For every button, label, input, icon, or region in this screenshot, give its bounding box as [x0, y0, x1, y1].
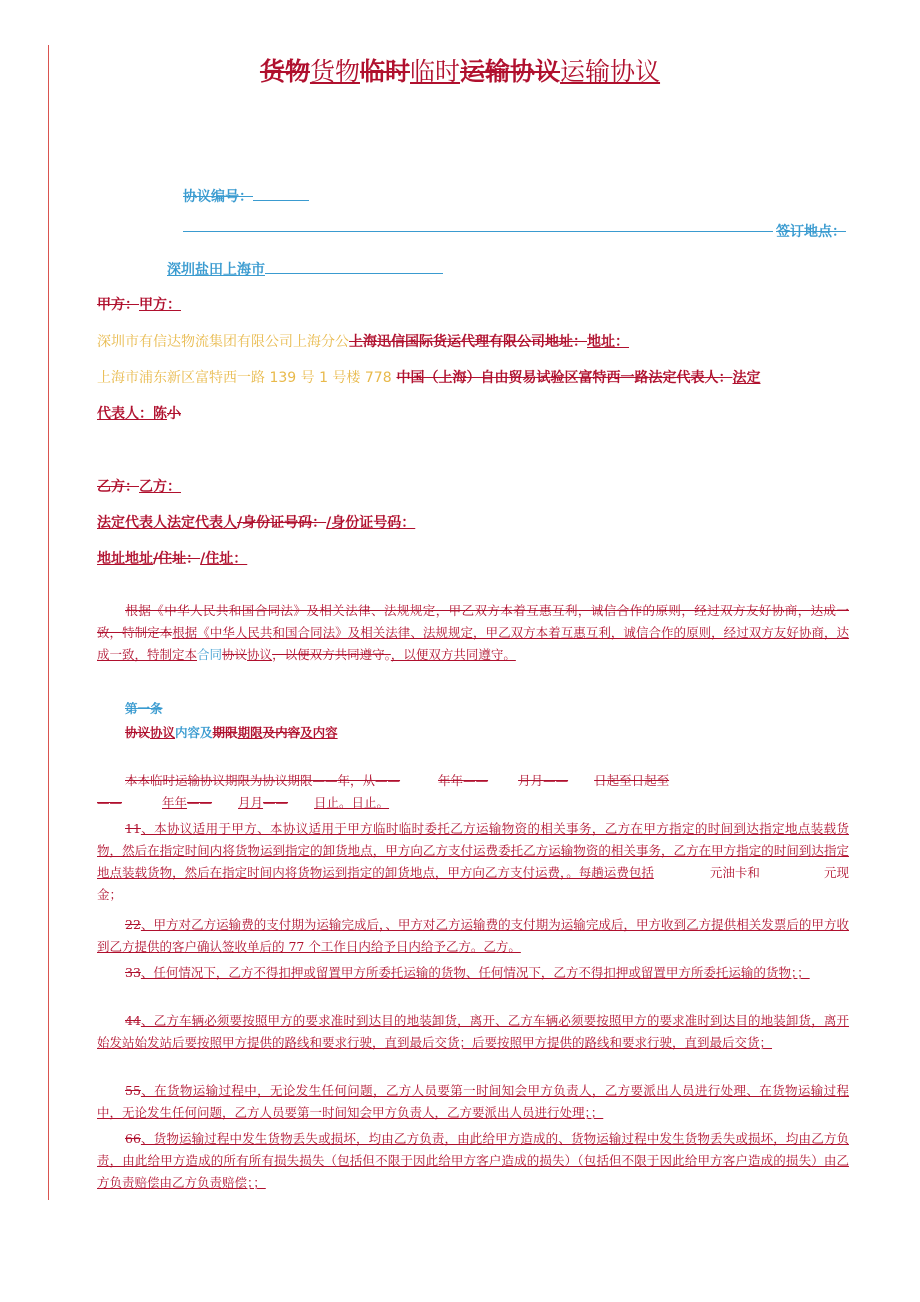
party-a-addr-del: 上海市浦东新区富特西一路 139 号 1 号楼 778: [97, 370, 392, 386]
clause-2-text: 、甲方对乙方运输费的支付期为运输完成后，、甲方对乙方运输费的支付期为运输完成后，甲方收到乙方提供相关发票后的甲方收到乙方提供的客户确认签收单后的 77 个工作日内给予日内给予乙方。乙方。: [97, 917, 849, 954]
article-1-heading: [125, 723, 338, 741]
clause-2: [97, 914, 849, 958]
term-gap-6: [288, 792, 314, 814]
sign-place-rule: [183, 231, 773, 232]
clause-4: [97, 1010, 849, 1054]
party-b-live-del: /住址：: [153, 551, 201, 567]
term-gap-3: [568, 770, 594, 792]
term-blank-7: ——: [263, 795, 289, 810]
clause-1-tail-1: 元油卡和: [709, 865, 760, 880]
term-day: 日起至日起至: [594, 773, 670, 788]
party-a-rep-name-del: 小: [167, 406, 181, 422]
party-a-addr-label-del: 地址：: [545, 334, 587, 350]
article-1-h-del-3: 及内容: [262, 725, 301, 740]
party-a-addr-row: [97, 367, 760, 387]
clause-6-text: 、货物运输过程中发生货物丢失或损坏，均由乙方负责，由此给甲方造成的、货物运输过程中发生货物丢失或损坏，均由乙方负责，由此给甲方造成的所有所有损失损失（包括但不限于因此给甲方客户造成的损失）（包括但不限于因此给甲方客户造成的损失）由乙方负责赔偿由乙方负责赔偿；；: [97, 1131, 849, 1190]
preamble-ins-3: ，以便双方共同遵守。: [390, 647, 516, 662]
party-b-label-row: [97, 476, 181, 496]
term-month: 月月: [518, 773, 544, 788]
preamble-blue-1: 合同: [197, 647, 223, 662]
party-a-addr-ins: 中国（上海）自由贸易试验区富特西一路: [396, 370, 649, 386]
term-month-2: 月月: [238, 795, 264, 810]
clause-1: [97, 818, 849, 906]
term-gap-1: [400, 770, 438, 792]
clause-5-text: 、在货物运输过程中，无论发生任何问题，乙方人员要第一时间知会甲方负责人，乙方要派出人员进行处理、在货物运输过程中，无论发生任何问题，乙方人员要第一时间知会甲方负责人，乙方要派出人员进行处理；；: [97, 1083, 849, 1120]
party-a-rep-name: 陈: [153, 406, 167, 422]
title-ins-1: 货物: [309, 57, 360, 86]
clause-3-num: 33: [125, 965, 141, 980]
preamble-del-1: 根据《中华人民共和国合同法》及相关法律、法规规定，甲乙双方本着互惠互利，诚信合作的原则，经过双方友好协商，达成一致，特制定本: [97, 603, 849, 640]
article-1-label-text: 第一条: [125, 701, 163, 716]
preamble-paragraph: [97, 600, 849, 666]
party-a-rep-row: [97, 403, 181, 423]
party-b-id-del: /身份证号码：: [237, 515, 327, 531]
term-blank-4: ——: [543, 773, 569, 788]
term-year-1: 年，从: [337, 773, 376, 788]
term-blank-1: ——: [312, 773, 338, 788]
term-gap-5: [212, 792, 238, 814]
agreement-no-label: 协议编号：: [183, 189, 253, 205]
party-b-addr-del: 地址: [97, 551, 125, 567]
party-a-company-row: [97, 331, 629, 351]
term-year-3: 年年: [162, 795, 188, 810]
clause-3: [97, 962, 849, 984]
title-ins-2: 临时: [410, 57, 461, 86]
party-a-label-del: 甲方：: [97, 297, 139, 313]
preamble-del-3: ，以便双方共同遵守。: [272, 647, 391, 662]
revision-margin-bar: [48, 45, 49, 1200]
sign-place-del: 深圳盐田: [167, 262, 223, 278]
party-b-id-ins: /身份证号码：: [326, 515, 416, 531]
party-a-rep-label-ins2: 代表人：: [97, 406, 153, 422]
article-1-label: [125, 699, 163, 717]
party-a-rep-label-ins1: 法定: [732, 370, 761, 386]
term-year-2: 年年: [438, 773, 464, 788]
party-a-company-ins: 上海迅信国际货运代理有限公司: [349, 334, 545, 350]
clause-1-text: 、本协议适用于甲方、本协议适用于甲方临时临时委托乙方运输物资的相关事务，乙方在甲方指定的时间到达指定地点装载货物，然后在指定时间内将货物运到指定的卸货地点，甲方向乙方支付运费委托乙方运输物资的相关事务，乙方在甲方指定的时间到达指定地点装载货物，然后在指定时间内将货物运到指定的卸货地点，甲方向乙方支付运费，。每趟运费包括: [97, 821, 849, 880]
term-gap-2: [488, 770, 518, 792]
clause-6: [97, 1128, 849, 1194]
term-gap-4: [122, 792, 162, 814]
agreement-no-blank: [253, 186, 309, 201]
term-ins-1: 本临时运输协议期限为协议期限: [137, 773, 313, 788]
party-b-addr-ins: 地址: [125, 551, 153, 567]
party-a-label-ins: 甲方：: [139, 297, 181, 313]
party-a-addr-label-ins: 地址：: [587, 334, 629, 350]
term-end: 日止。日止。: [314, 795, 390, 810]
article-1-h-ins-3: 及内容: [300, 725, 338, 740]
clause-1-tail-2: 元现金；: [97, 865, 849, 902]
term-blank-5: ——: [97, 795, 122, 810]
clause-6-num: 66: [125, 1131, 141, 1146]
title-del-1: 货物: [259, 57, 310, 86]
clause-4-num: 44: [125, 1013, 141, 1028]
preamble-ins-1: 根据《中华人民共和国合同法》及相关法律、法规规定，甲乙双方本着互惠互利，诚信合作的原则，经过双方友好协商，达成一致，特制定本: [97, 625, 849, 662]
clause-5-num: 55: [125, 1083, 141, 1098]
sign-place-blank: [265, 261, 443, 274]
term-del-1: 本: [125, 773, 138, 788]
article-1-h-ins-2: 期限: [237, 725, 263, 740]
term-blank-2: ——: [375, 773, 401, 788]
article-1-h-del-2: 期限: [212, 725, 238, 740]
sign-place-value-row: [167, 259, 443, 279]
clause-4-text: 、乙方车辆必须要按照甲方的要求准时到达目的地装卸货，离开、乙方车辆必须要按照甲方的要求准时到达目的地装卸货，离开始发站始发站后要按照甲方提供的路线和要求行驶，直到最后交货；后要按照甲方提供的路线和要求行驶，直到最后交货；: [97, 1013, 849, 1050]
party-b-rep-row: [97, 512, 415, 532]
party-b-rep-del: 法定代表人: [97, 515, 167, 531]
clause-1-gap-2: [760, 862, 824, 884]
party-a-rep-label-del: 法定代表人：: [648, 370, 733, 386]
document-title: [0, 52, 920, 88]
party-b-live-ins: /住址：: [200, 551, 248, 567]
article-1-h-blue: 内容及: [175, 725, 213, 740]
preamble-del-2: 协议: [222, 647, 248, 662]
preamble-ins-2: 协议: [247, 647, 273, 662]
party-b-rep-ins: 法定代表人: [167, 515, 237, 531]
term-paragraph: [97, 770, 849, 814]
article-1-h-ins-1: 协议: [150, 725, 176, 740]
agreement-no-row: [183, 186, 309, 206]
party-b-label-ins: 乙方：: [139, 479, 181, 495]
party-b-addr-row: [97, 548, 247, 568]
clause-5: [97, 1080, 849, 1124]
term-blank-6: ——: [187, 795, 213, 810]
party-b-label-del: 乙方：: [97, 479, 139, 495]
party-a-company-del: 深圳市有信达物流集团有限公司上海分公: [97, 334, 349, 350]
sign-place-label: 签订地点：: [776, 224, 846, 240]
sign-place-ins: 上海市: [223, 262, 265, 278]
clause-3-text: 、任何情况下，乙方不得扣押或留置甲方所委托运输的货物、任何情况下，乙方不得扣押或留置甲方所委托运输的货物；；: [140, 965, 810, 980]
title-ins-3: 运输协议: [560, 57, 661, 86]
sign-place-row: [776, 221, 846, 241]
clause-1-num: 11: [125, 821, 141, 836]
party-a-label-row: [97, 294, 181, 314]
clause-2-num: 22: [125, 917, 141, 932]
clause-1-gap-1: [654, 862, 710, 884]
term-blank-3: ——: [463, 773, 489, 788]
title-del-2: 临时: [359, 57, 410, 86]
title-del-3: 运输协议: [460, 57, 561, 86]
article-1-h-del-1: 协议: [125, 725, 151, 740]
